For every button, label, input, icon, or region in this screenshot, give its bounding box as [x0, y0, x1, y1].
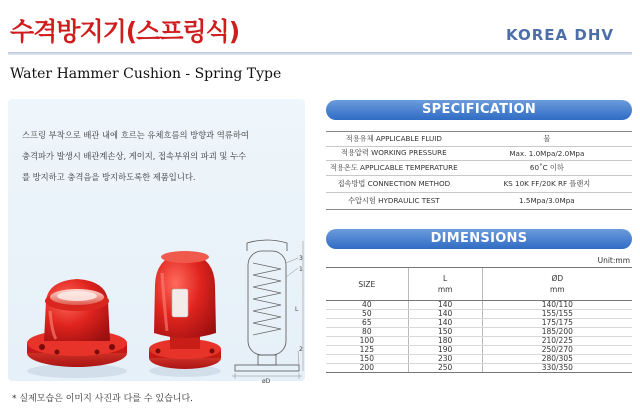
dim-d-label: øD: [262, 378, 271, 383]
table-row: [326, 364, 632, 373]
d-cell: 185/200: [482, 328, 632, 337]
column-header-label: L: [443, 274, 448, 283]
d-cell: 210/225: [482, 337, 632, 346]
unit-label: Unit:mm: [597, 256, 630, 265]
product-subtitle: Water Hammer Cushion - Spring Type: [10, 66, 282, 82]
d-cell: 250/270: [482, 346, 632, 355]
spec-row: [326, 146, 632, 161]
size-cell: 150: [326, 355, 408, 364]
l-cell: 180: [408, 337, 482, 346]
d-cell: 140/110: [482, 301, 632, 310]
size-cell: 40: [326, 301, 408, 310]
specification-table: [326, 131, 632, 210]
spec-label: 적용유체 APPLICABLE FLUID: [345, 133, 442, 143]
column-header-label: SIZE: [358, 279, 376, 289]
l-cell: 140: [408, 301, 482, 310]
size-cell: 100: [326, 337, 408, 346]
spec-row: [326, 132, 632, 147]
l-cell: 140: [408, 310, 482, 319]
d-cell: 175/175: [482, 319, 632, 328]
product-panel: [8, 99, 305, 381]
size-cell: 125: [326, 346, 408, 355]
l-cell: 190: [408, 346, 482, 355]
disclaimer-note: * 실제모습은 이미지 사진과 다를 수 있습니다.: [12, 394, 194, 404]
column-header-label: ØD: [551, 274, 564, 283]
callout-3: 3: [299, 255, 303, 262]
callout-1: 1: [299, 266, 303, 273]
spec-label: 적용압력 WORKING PRESSURE: [341, 148, 447, 158]
spec-label: 적용온도 APPLICABLE TEMPERATURE: [330, 162, 458, 172]
product-description: [22, 125, 292, 188]
spec-row: [326, 192, 632, 209]
spec-value: 물: [543, 133, 551, 143]
description-line: 충격파가 발생시 배관계손상, 게이지, 접속부위의 파괴 및 누수: [22, 151, 247, 161]
d-cell: 280/305: [482, 355, 632, 364]
d-cell: 330/350: [482, 364, 632, 373]
column-header-d: [482, 268, 632, 301]
specification-heading: SPECIFICATION: [326, 100, 632, 120]
spec-row: [326, 175, 632, 192]
spec-value: Max. 1.0Mpa/2.0Mpa: [509, 148, 585, 158]
size-cell: 65: [326, 319, 408, 328]
l-cell: 250: [408, 364, 482, 373]
description-line: 스프링 부착으로 배관 내에 흐르는 유체흐름의 방향과 역류하여: [22, 130, 249, 140]
column-header-l: [408, 268, 482, 301]
spec-value: 60˚C 이하: [529, 162, 564, 172]
size-cell: 80: [326, 328, 408, 337]
dimensions-header-row: [326, 268, 632, 301]
callout-2: 2: [299, 346, 303, 353]
spec-value: KS 10K FF/20K RF 플랜지: [503, 178, 591, 188]
dimensions-heading: DIMENSIONS: [326, 229, 632, 249]
size-cell: 200: [326, 364, 408, 373]
title-divider: [8, 52, 632, 55]
d-cell: 155/155: [482, 310, 632, 319]
spec-value: 1.5Mpa/3.0Mpa: [519, 196, 575, 205]
spec-label: 접속방법 CONNECTION METHOD: [337, 178, 451, 188]
size-cell: 50: [326, 310, 408, 319]
dim-l-label: L: [295, 306, 299, 313]
technical-drawing: [232, 240, 303, 379]
brand-logo-text: KOREA DHV: [506, 26, 614, 44]
description-line: 를 방지하고 충격음을 방지하도록한 제품입니다.: [22, 172, 196, 182]
page-title: 수격방지기(스프링식): [10, 17, 240, 46]
l-cell: 230: [408, 355, 482, 364]
l-cell: 140: [408, 319, 482, 328]
column-header-size: [326, 268, 408, 301]
spec-label: 수압시험 HYDRAULIC TEST: [348, 195, 440, 205]
spec-row: [326, 161, 632, 176]
dimensions-table: [326, 267, 632, 373]
product-center-image: [149, 251, 221, 377]
column-header-unit: mm: [437, 285, 453, 294]
product-left-image: [27, 279, 127, 378]
product-photo: [22, 193, 307, 383]
l-cell: 150: [408, 328, 482, 337]
column-header-unit: mm: [549, 285, 565, 294]
